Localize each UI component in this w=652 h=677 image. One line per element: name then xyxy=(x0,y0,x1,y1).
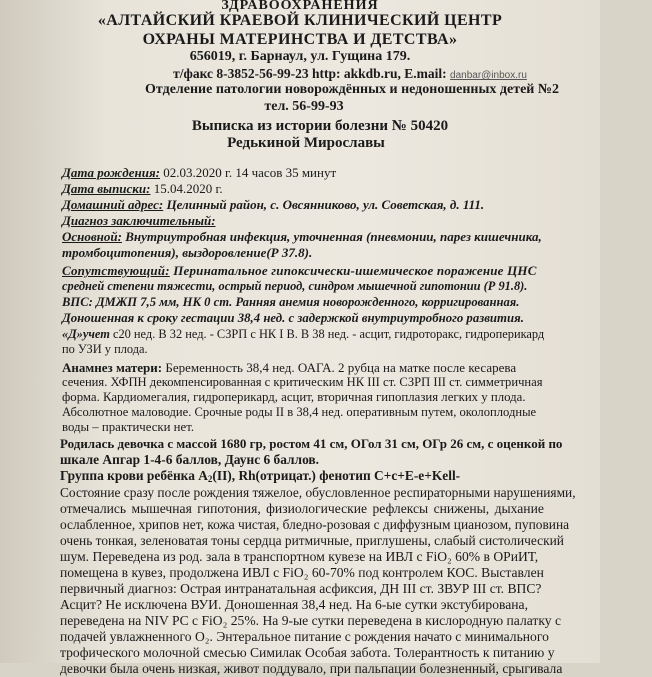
diagnosis-title xyxy=(62,213,216,228)
patient-name: Редькиной Мирославы xyxy=(227,135,385,151)
anamnesis-label: Анамнез матери: xyxy=(62,360,163,375)
header-line-3: ОХРАНЫ МАТЕРИНСТВА И ДЕТСТВА» xyxy=(142,31,458,48)
discharge-date xyxy=(62,181,223,196)
dispensary-text-2: по УЗИ у плода. xyxy=(62,342,148,356)
anamnesis-text-5: воды – практически нет. xyxy=(62,420,195,434)
course-line-6: помещена в кувез, продолжена ИВЛ с FiO₂ 60-70% под контролем КОС. Выставлен xyxy=(60,565,544,580)
birth-date-label: Дата рождения: xyxy=(62,165,160,180)
dispensary-label: «Д»учет xyxy=(62,327,110,341)
home-address-value: Целинный район, с. Овсянниково, ул. Советская, д. 111. xyxy=(163,197,485,212)
course-line-5: шум. Переведена из род. зала в транспортном кувезе на ИВЛ с FiO₂ 60% в ОРиИТ, xyxy=(60,549,539,564)
anamnesis-line-2 xyxy=(62,375,543,390)
course-line-7: первичный диагноз: Острая интранатальная асфиксия, ДН III ст. ЗВУР III ст. ВПС? xyxy=(60,581,542,596)
department-title: Отделение патологии новорождённых и недоношенных детей №2 xyxy=(145,82,559,97)
dispensary-record xyxy=(62,327,544,342)
blood-group-sub: 2 xyxy=(207,474,213,484)
diagnosis-vps-text: ВПС: ДМЖП 7,5 мм, НК 0 ст. Ранняя анемия новорожденного, корригированная. xyxy=(62,295,520,309)
dispensary-text: с20 нед. В 32 нед. - СЗРП с НК I В. В 38 нед. - асцит, гидроторакс, гидроперикард xyxy=(109,327,545,341)
dispensary-record-2 xyxy=(62,342,148,357)
anamnesis-line-1 xyxy=(62,360,516,375)
diagnosis-main xyxy=(62,229,542,244)
birth-line-2 xyxy=(60,452,319,467)
anamnesis-text-3: форма. Кардиомегалия, гидроперикард, асцит, вторичная гипоплазия легких у плода. xyxy=(62,390,526,404)
birth-text-2: шкале Апгар 1-4-6 баллов, Даунс 6 баллов. xyxy=(60,452,320,467)
home-address xyxy=(62,197,484,212)
birth-line-1 xyxy=(60,436,562,451)
diagnosis-term xyxy=(62,311,524,326)
anamnesis-text-1: Беременность 38,4 нед. ОАГА. 2 рубца на матке после кесарева xyxy=(162,360,517,375)
blood-group-text-a: Группа крови ребёнка A xyxy=(60,468,208,483)
course-line-12: девочки была очень низкая, живот поддувало, при пальпации болезненный, срыгивала xyxy=(60,661,563,676)
diagnosis-main-text-2: тромбоцитопения), выздоровление(Р 37.8). xyxy=(62,245,313,260)
diagnosis-comorbid-2 xyxy=(62,279,527,294)
header-contacts xyxy=(0,66,650,82)
diagnosis-main-2 xyxy=(62,245,312,260)
blood-group-text-b: (II), Rh(отрицат.) фенотип С+с+Е-е+Kell- xyxy=(212,468,461,483)
discharge-date-value: 15.04.2020 г. xyxy=(150,181,223,196)
header-line-2: «АЛТАЙСКИЙ КРАЕВОЙ КЛИНИЧЕСКИЙ ЦЕНТР xyxy=(97,12,503,29)
diagnosis-vps xyxy=(62,295,519,310)
extract-title: Выписка из истории болезни № 50420 xyxy=(191,118,449,134)
course-line-9: переведена на NIV PC с FiO₂ 25%. На 9-ые сутки переведена в кислородную палатку с xyxy=(60,613,561,628)
diagnosis-main-label: Основной: xyxy=(62,229,122,244)
course-line-10: подачей увлажненного O₂. Энтеральное питание с рождения начато с минимального xyxy=(60,629,549,644)
diagnosis-main-text-1: Внутриутробная инфекция, уточненная (пневмонии, парез кишечника, xyxy=(121,229,542,244)
header-contacts-text: т/факс 8-3852-56-99-23 http: akkdb.ru, E.mail: xyxy=(173,66,447,81)
diagnosis-comorbid-label: Сопутствующий: xyxy=(62,263,170,278)
diagnosis-comorbid-text-2: средней степени тяжести, острый период, синдром мышечной гипотонии (Р 91.8). xyxy=(62,279,528,293)
diagnosis-comorbid xyxy=(62,263,537,278)
anamnesis-line-5 xyxy=(62,420,194,435)
anamnesis-text-4: Абсолютное маловодие. Срочные роды II в 38,4 нед. оперативным путем, околоплодные xyxy=(62,405,537,419)
header-line-1: ЗДРАВООХРАНЕНИЯ xyxy=(221,0,379,13)
course-line-2: отмечались мышечная гипотония, физиологические рефлексы снижены, дыхание xyxy=(60,501,544,516)
diagnosis-term-text: Доношенная к сроку гестации 38,4 нед. с задержкой внутриутробного развития. xyxy=(62,311,524,325)
home-address-label: Домашний адрес: xyxy=(62,197,164,212)
anamnesis-text-2: сечения. ХФПН декомпенсированная с критическим НК III ст. СЗРП III ст. симметричная xyxy=(62,375,543,389)
anamnesis-line-3 xyxy=(62,390,526,405)
anamnesis-line-4 xyxy=(62,405,536,420)
birth-text-1: Родилась девочка с массой 1680 гр, ростом 41 см, ОГол 31 см, ОГр 26 см, с оценкой по xyxy=(60,436,563,451)
diagnosis-comorbid-text-1: Перинатальное гипоксически-ишемическое поражение ЦНС xyxy=(169,263,537,278)
course-line-1: Состояние сразу после рождения тяжелое, обусловленное респираторными нарушениями, xyxy=(60,485,576,500)
header-address: 656019, г. Барнаул, ул. Гущина 179. xyxy=(189,49,411,64)
course-line-4: очень тонкая, зеленоватая тоны сердца ритмичные, приглушены, слабый систолический xyxy=(60,533,564,548)
header-email-link[interactable]: danbar@inbox.ru xyxy=(450,70,527,81)
course-line-11: трофического молочной смесью Симилак Особая забота. Толерантность к питанию у xyxy=(60,645,555,660)
discharge-date-label: Дата выписки: xyxy=(62,181,151,196)
department-phone: тел. 56-99-93 xyxy=(264,99,344,114)
diagnosis-title-text: Диагноз заключительный: xyxy=(62,213,216,228)
birth-date xyxy=(62,165,336,180)
birth-date-value: 02.03.2020 г. 14 часов 35 минут xyxy=(160,165,337,180)
course-line-8: Асцит? Не исключена ВУИ. Доношенная 38,4 нед. На 6-ые сутки экстубирована, xyxy=(60,597,528,612)
course-line-3: ослабленное, хрипов нет, кожа чистая, бледно-розовая с диффузным цианозом, пуповина xyxy=(60,517,570,532)
